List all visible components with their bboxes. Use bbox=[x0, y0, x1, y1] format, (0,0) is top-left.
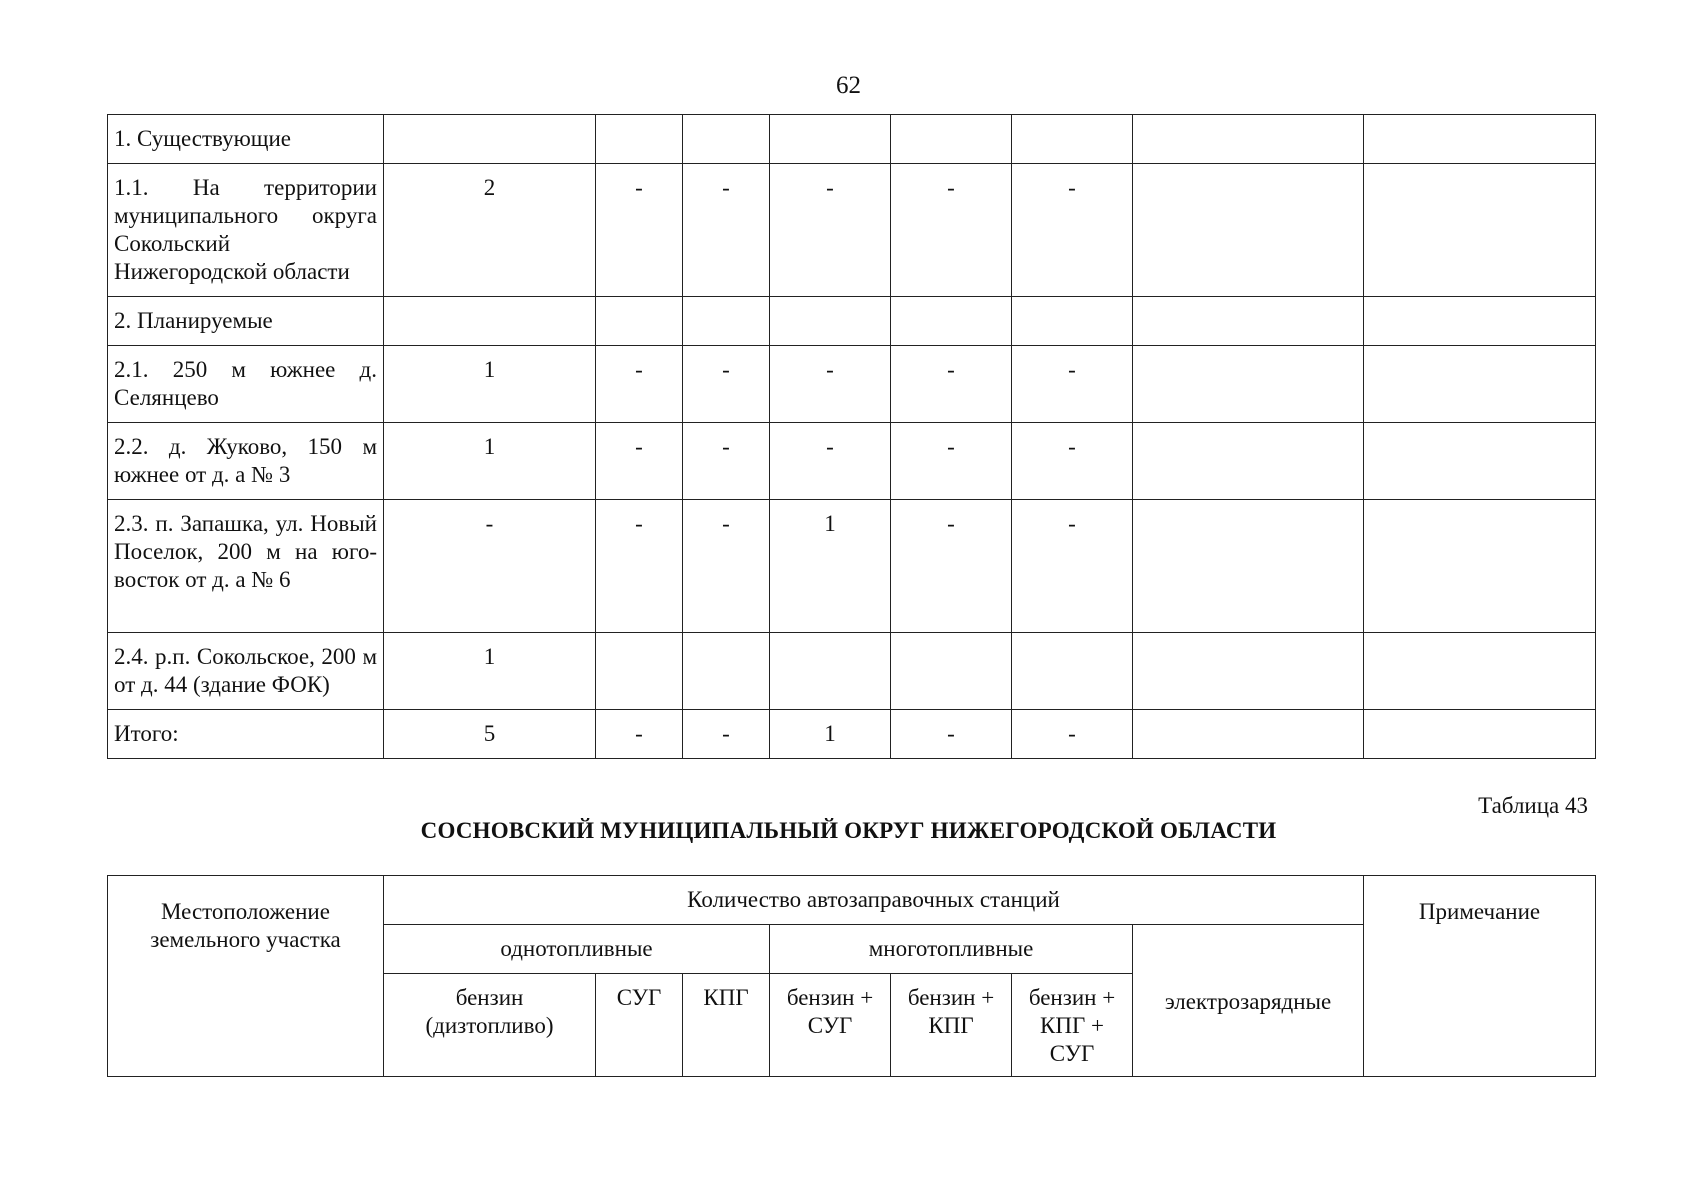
cell-cng bbox=[683, 115, 770, 164]
cell-petrol-cng: - bbox=[891, 710, 1012, 759]
cell-petrol-lpg: - bbox=[770, 346, 891, 423]
cell-electric bbox=[1133, 297, 1364, 346]
cell-note bbox=[1364, 115, 1596, 164]
table-row bbox=[108, 500, 1596, 633]
cell-petrol-cng-lpg: - bbox=[1012, 500, 1133, 633]
cell-petrol-lpg: 1 bbox=[770, 500, 891, 633]
cell-petrol-cng: - bbox=[891, 164, 1012, 297]
cell-lpg: - bbox=[596, 164, 683, 297]
row-label: 2.2. д. Жуково, 150 м южнее от д. а № 3 bbox=[108, 423, 384, 500]
cell-petrol: - bbox=[384, 500, 596, 633]
cell-petrol bbox=[384, 297, 596, 346]
cell-petrol-lpg: - bbox=[770, 164, 891, 297]
cell-petrol-lpg: 1 bbox=[770, 710, 891, 759]
header-electric: электрозарядные bbox=[1133, 925, 1364, 1077]
header-col-petrol-cng: бензин + КПГ bbox=[891, 974, 1012, 1077]
cell-cng: - bbox=[683, 423, 770, 500]
cell-petrol-cng-lpg: - bbox=[1012, 710, 1133, 759]
table-row bbox=[108, 115, 1596, 164]
header-col-petrol-lpg: бензин + СУГ bbox=[770, 974, 891, 1077]
header-col-cng: КПГ bbox=[683, 974, 770, 1077]
header-count: Количество автозаправочных станций bbox=[384, 876, 1364, 925]
table-caption: Таблица 43 bbox=[1478, 793, 1588, 818]
header-multi-fuel: многотопливные bbox=[770, 925, 1133, 974]
stations-header-table bbox=[107, 875, 1596, 1077]
table-row bbox=[108, 633, 1596, 710]
cell-petrol-cng: - bbox=[891, 423, 1012, 500]
cell-petrol-cng: - bbox=[891, 500, 1012, 633]
cell-electric bbox=[1133, 423, 1364, 500]
cell-cng: - bbox=[683, 500, 770, 633]
cell-petrol: 1 bbox=[384, 346, 596, 423]
cell-cng bbox=[683, 297, 770, 346]
header-row bbox=[108, 876, 1596, 925]
cell-cng: - bbox=[683, 346, 770, 423]
cell-electric bbox=[1133, 500, 1364, 633]
table-row bbox=[108, 297, 1596, 346]
cell-petrol-cng-lpg bbox=[1012, 115, 1133, 164]
cell-petrol: 1 bbox=[384, 423, 596, 500]
cell-petrol-cng bbox=[891, 115, 1012, 164]
cell-petrol-cng bbox=[891, 297, 1012, 346]
cell-petrol-cng bbox=[891, 633, 1012, 710]
section-title: СОСНОВСКИЙ МУНИЦИПАЛЬНЫЙ ОКРУГ НИЖЕГОРОДСКОЙ ОБЛАСТИ bbox=[420, 818, 1277, 843]
row-label: 1.1. На территории муниципального округа Сокольский Нижегородской области bbox=[108, 164, 384, 297]
cell-lpg: - bbox=[596, 710, 683, 759]
page-number: 62 bbox=[836, 72, 861, 99]
cell-note bbox=[1364, 423, 1596, 500]
cell-lpg bbox=[596, 633, 683, 710]
cell-petrol: 2 bbox=[384, 164, 596, 297]
cell-note bbox=[1364, 500, 1596, 633]
cell-cng: - bbox=[683, 710, 770, 759]
cell-lpg: - bbox=[596, 423, 683, 500]
table-row bbox=[108, 346, 1596, 423]
cell-lpg: - bbox=[596, 500, 683, 633]
row-label: 2.1. 250 м южнее д. Селянцево bbox=[108, 346, 384, 423]
cell-lpg bbox=[596, 297, 683, 346]
header-col-lpg: СУГ bbox=[596, 974, 683, 1077]
cell-cng: - bbox=[683, 164, 770, 297]
cell-note bbox=[1364, 297, 1596, 346]
cell-petrol-cng-lpg bbox=[1012, 297, 1133, 346]
row-label: 2.3. п. Запашка, ул. Новый Поселок, 200 м на юго-восток от д. а № 6 bbox=[108, 500, 384, 633]
cell-petrol-lpg bbox=[770, 115, 891, 164]
cell-note bbox=[1364, 164, 1596, 297]
cell-electric bbox=[1133, 115, 1364, 164]
cell-electric bbox=[1133, 633, 1364, 710]
header-location: Местоположение земельного участка bbox=[108, 876, 384, 1077]
header-single-fuel: однотопливные bbox=[384, 925, 770, 974]
cell-petrol-cng: - bbox=[891, 346, 1012, 423]
cell-petrol-lpg bbox=[770, 633, 891, 710]
cell-lpg bbox=[596, 115, 683, 164]
header-col-petrol-cng-lpg: бензин + КПГ + СУГ bbox=[1012, 974, 1133, 1077]
row-label: 2.4. р.п. Сокольское, 200 м от д. 44 (здание ФОК) bbox=[108, 633, 384, 710]
cell-petrol-lpg: - bbox=[770, 423, 891, 500]
table-row bbox=[108, 164, 1596, 297]
cell-petrol-cng-lpg: - bbox=[1012, 346, 1133, 423]
cell-electric bbox=[1133, 346, 1364, 423]
cell-lpg: - bbox=[596, 346, 683, 423]
row-label: Итого: bbox=[108, 710, 384, 759]
row-label: 1. Существующие bbox=[108, 115, 384, 164]
cell-note bbox=[1364, 633, 1596, 710]
cell-petrol-cng-lpg: - bbox=[1012, 423, 1133, 500]
cell-cng bbox=[683, 633, 770, 710]
header-col-petrol: бензин (дизтопливо) bbox=[384, 974, 596, 1077]
header-note: Примечание bbox=[1364, 876, 1596, 1077]
row-label: 2. Планируемые bbox=[108, 297, 384, 346]
cell-petrol: 1 bbox=[384, 633, 596, 710]
cell-petrol-cng-lpg: - bbox=[1012, 164, 1133, 297]
cell-electric bbox=[1133, 710, 1364, 759]
cell-note bbox=[1364, 346, 1596, 423]
cell-petrol-lpg bbox=[770, 297, 891, 346]
cell-petrol: 5 bbox=[384, 710, 596, 759]
stations-data-table bbox=[107, 114, 1596, 759]
cell-note bbox=[1364, 710, 1596, 759]
cell-electric bbox=[1133, 164, 1364, 297]
cell-petrol-cng-lpg bbox=[1012, 633, 1133, 710]
cell-petrol bbox=[384, 115, 596, 164]
table-row-total bbox=[108, 710, 1596, 759]
table-row bbox=[108, 423, 1596, 500]
